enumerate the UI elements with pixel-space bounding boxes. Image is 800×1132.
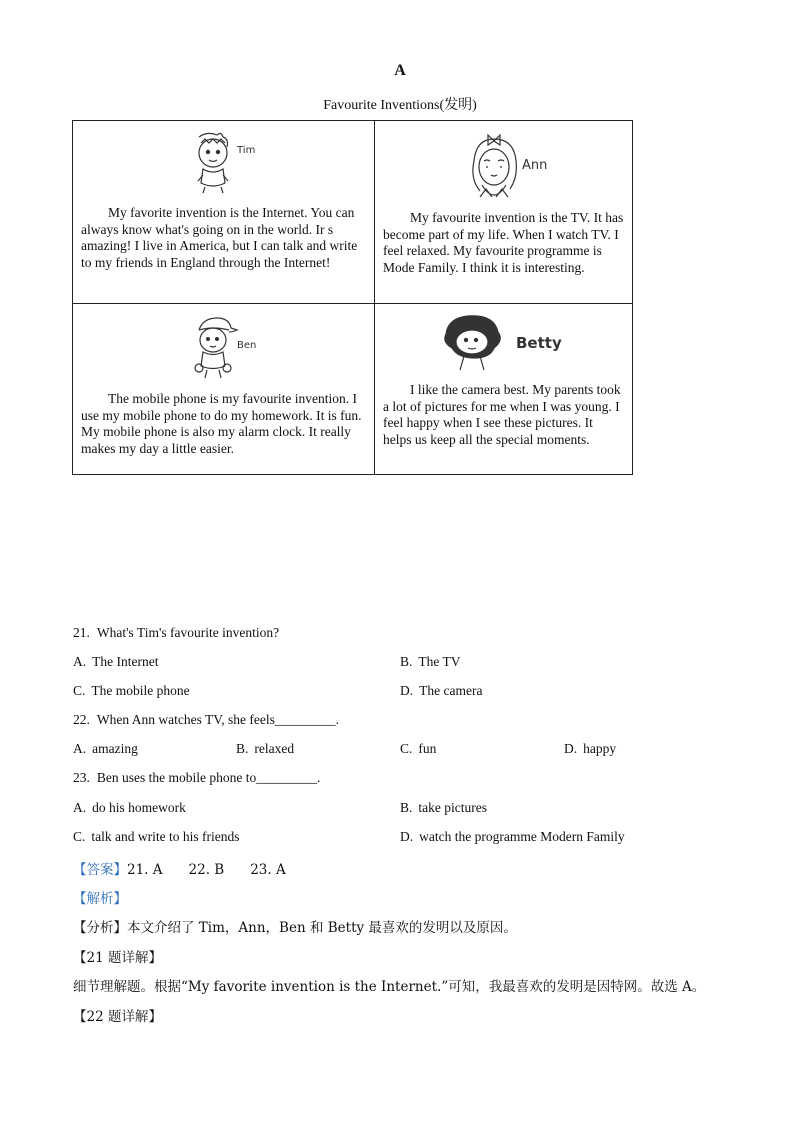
ann-drawing-icon — [444, 127, 564, 203]
inventions-table — [72, 120, 633, 475]
analysis-tag: 【解析】 — [73, 891, 127, 907]
passage-title: Favourite Inventions(发明) — [323, 98, 477, 113]
question-22-stem: 22. When Ann watches TV, she feels_________. — [73, 712, 339, 727]
analysis-summary: 【分析】本文介绍了 Tim，Ann，Ben 和 Betty 最喜欢的发明以及原因。 — [73, 920, 517, 936]
answer-23: 23. A — [250, 862, 286, 878]
q21-option-c[interactable]: C. The mobile phone — [73, 683, 190, 698]
question-21-stem: 21. What's Tim's favourite invention? — [73, 625, 280, 640]
q22-option-a[interactable]: A. amazing — [73, 741, 138, 756]
question-23-stem: 23. Ben uses the mobile phone to_________. — [73, 770, 321, 785]
ben-drawing-icon — [181, 314, 267, 380]
answer-21: 21. A — [127, 862, 163, 878]
q21-option-d[interactable]: D. The camera — [400, 683, 483, 698]
tim-text: My favorite invention is the Internet. You can always know what's going on in the world. Ir s amazing! I live in America, but I can talk and write to my friends in England through the Internet! — [81, 205, 358, 270]
answer-line — [73, 858, 286, 878]
q21-detail-heading: 【21 题详解】 — [73, 950, 162, 966]
betty-name-label: Betty — [515, 334, 562, 352]
ben-text: The mobile phone is my favourite invention. I use my mobile phone to do my homework. It is fun. My mobile phone is also my alarm clock. It really makes my day a little easier. — [81, 391, 362, 456]
q23-option-c[interactable]: C. talk and write to his friends — [73, 829, 240, 844]
tim-name-label: Tim — [236, 145, 255, 156]
ann-text: My favourite invention is the TV. It has become part of my life. When I watch TV. I feel relaxed. My favourite programme is Mode Family. I think it is interesting. — [383, 210, 624, 275]
tim-drawing-icon — [181, 129, 267, 195]
q23-option-a[interactable]: A. do his homework — [73, 800, 186, 815]
card-tim — [73, 121, 375, 304]
ann-name-label: Ann — [521, 158, 547, 173]
card-ann — [375, 121, 632, 304]
q22-detail-heading: 【22 题详解】 — [73, 1009, 162, 1025]
card-ben — [73, 304, 375, 474]
q21-option-b[interactable]: B. The TV — [400, 654, 461, 669]
q22-option-c[interactable]: C. fun — [400, 741, 437, 756]
q21-detail-text: 细节理解题。根据“My favorite invention is the Internet.”可知，我最喜欢的发明是因特网。故选 A。 — [73, 979, 706, 995]
q21-option-a[interactable]: A. The Internet — [73, 654, 159, 669]
betty-drawing-icon — [434, 312, 574, 374]
q22-option-b[interactable]: B. relaxed — [236, 741, 295, 756]
answer-tag: 【答案】 — [73, 862, 127, 878]
card-betty — [375, 304, 632, 474]
ben-name-label: Ben — [236, 340, 256, 351]
answer-22: 22. B — [188, 862, 225, 878]
passage-heading: A — [394, 62, 406, 79]
q22-option-d[interactable]: D. happy — [564, 741, 617, 756]
betty-text: I like the camera best. My parents took a lot of pictures for me when I was young. I feel happy when I see these pictures. It helps us keep all the special moments. — [383, 382, 621, 447]
q23-option-b[interactable]: B. take pictures — [400, 800, 487, 815]
q23-option-d[interactable]: D. watch the programme Modern Family — [400, 829, 625, 844]
